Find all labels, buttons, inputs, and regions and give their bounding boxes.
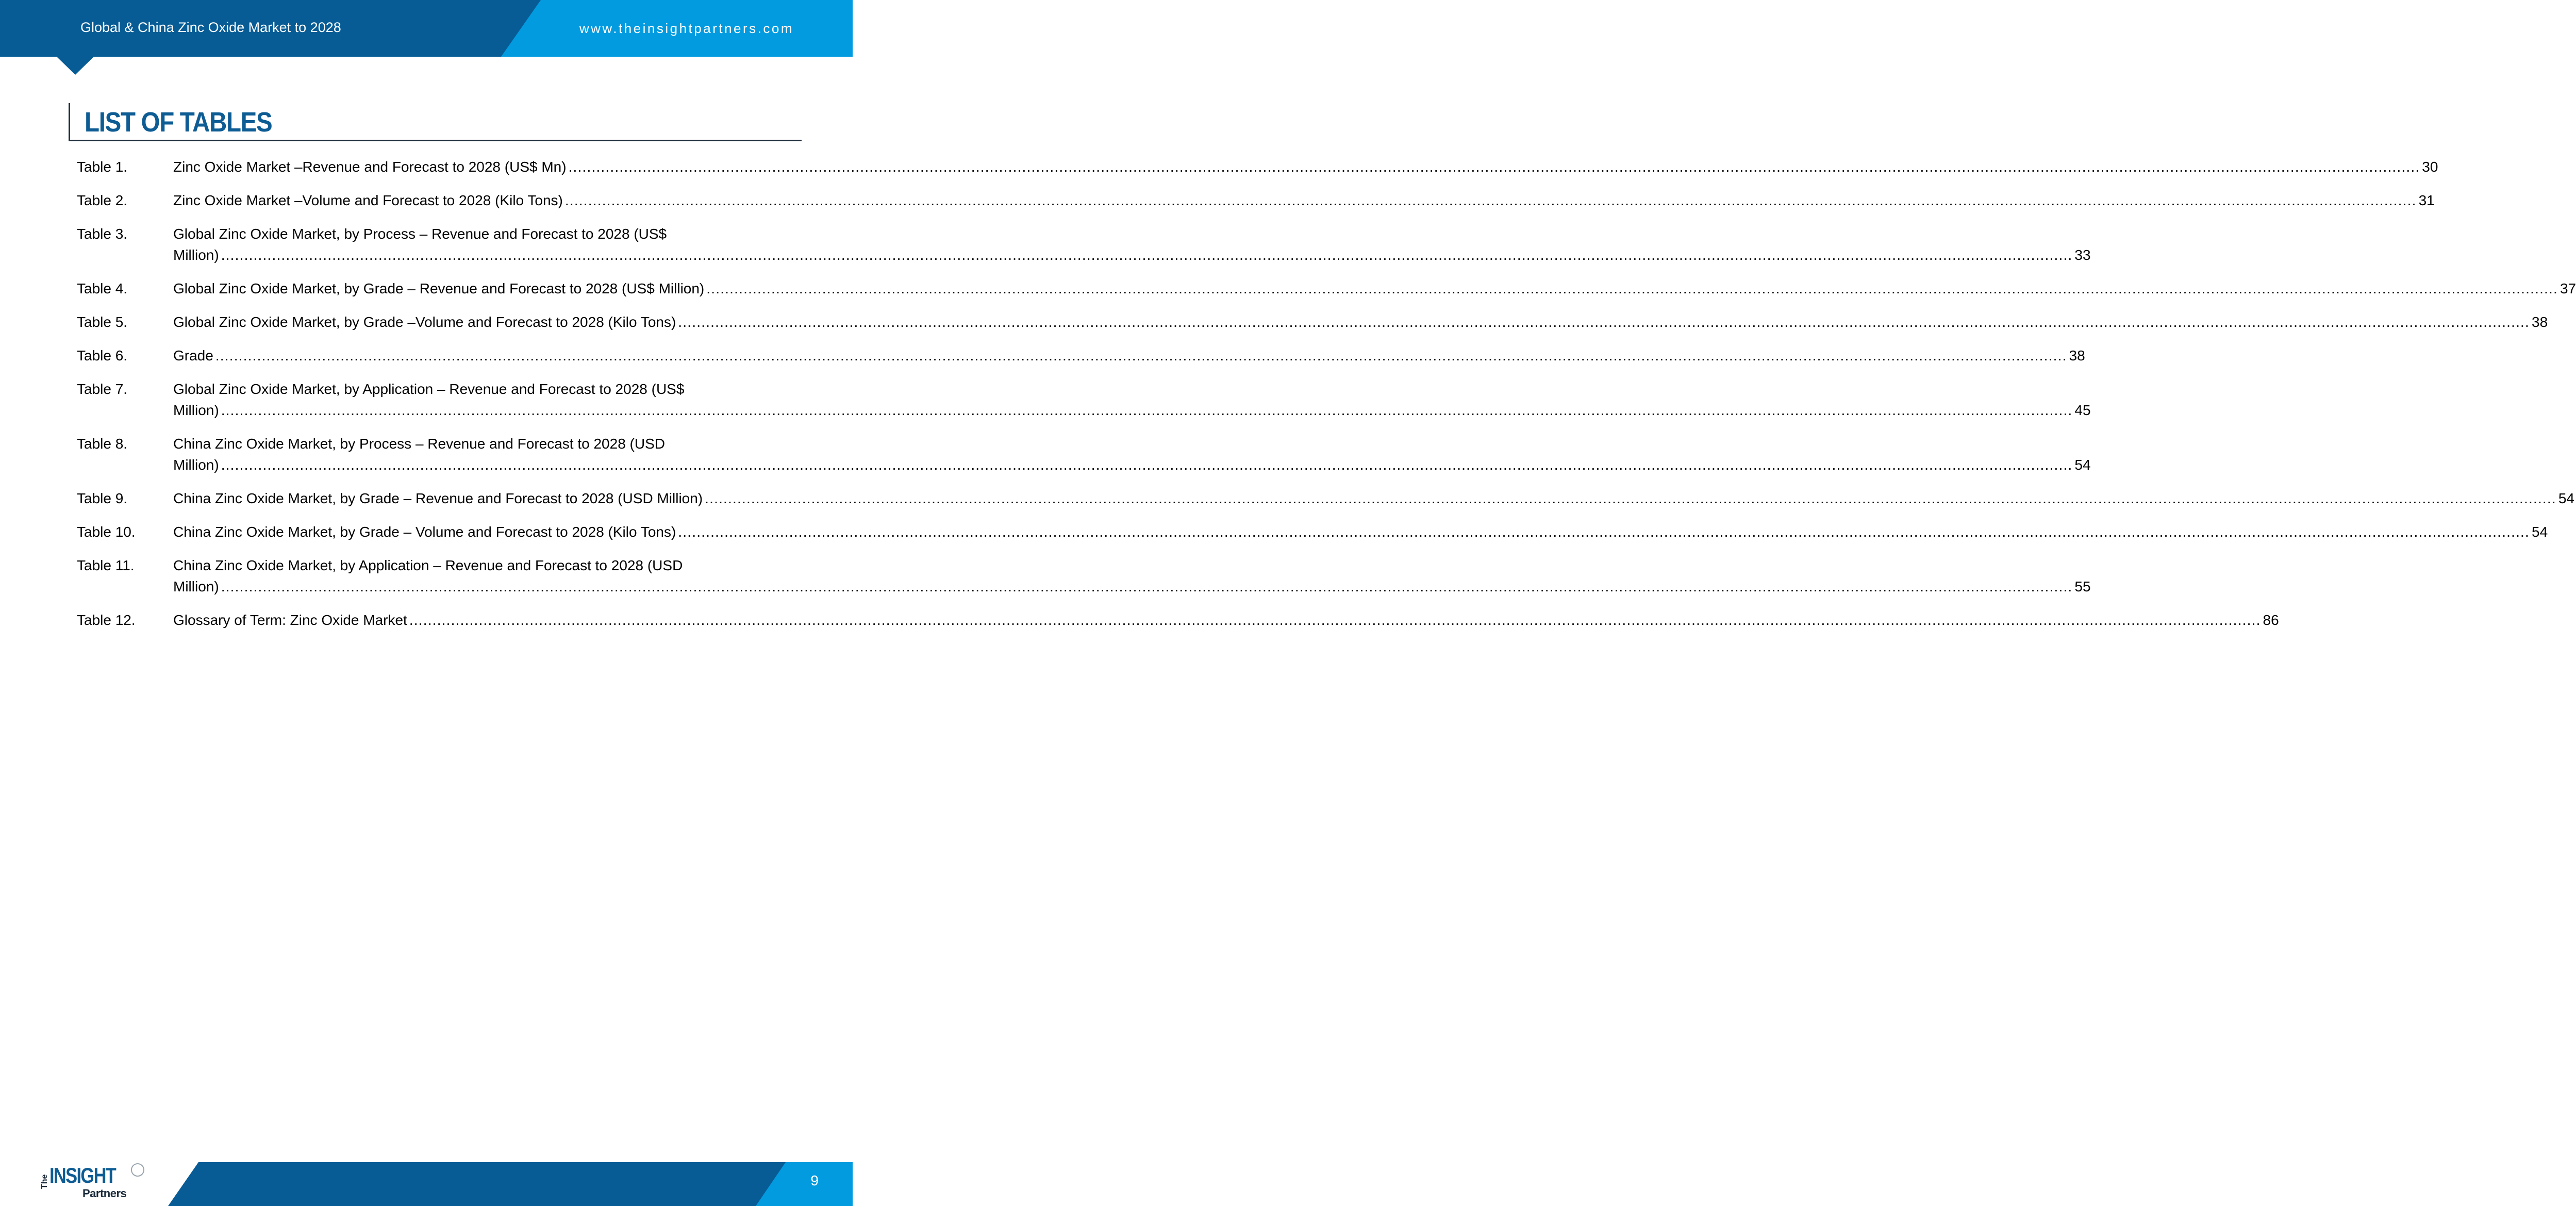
header-banner-shape (0, 0, 853, 75)
table-number: Table 4. (77, 280, 128, 296)
table-number: Table 5. (77, 314, 128, 330)
entry-body (173, 311, 2548, 333)
page-ref: 86 (2263, 612, 2279, 628)
table-number: Table 6. (77, 348, 128, 364)
entry-line (173, 555, 800, 576)
page-number: 9 (810, 1172, 819, 1188)
table-title-text: Global Zinc Oxide Market, by Process – Revenue and Forecast to 2028 (US$ (173, 226, 667, 242)
entry-body (173, 433, 2091, 475)
entry-body (173, 223, 2091, 266)
dot-leader: ................................................................................................................................................................................................................................................................................................................................................................................................................ (568, 159, 2420, 175)
logo-the-text: The (40, 1174, 49, 1189)
page-title: LIST OF TABLES (85, 107, 272, 138)
table-number: Table 7. (77, 381, 128, 397)
table-number: Table 2. (77, 192, 128, 208)
entry-line (173, 400, 2091, 421)
entry-body (173, 609, 2279, 631)
entry-body (173, 190, 2435, 211)
dot-leader: ................................................................................................................................................................................................................................................................................................................................................................................................................ (678, 524, 2530, 540)
entry-line (173, 378, 800, 400)
entry-line (173, 576, 2091, 597)
table-title-text: Million) (173, 402, 219, 418)
entry-line (173, 311, 2548, 333)
website-url[interactable]: www.theinsightpartners.com (579, 21, 794, 36)
table-number: Table 1. (77, 159, 128, 175)
table-title-text: China Zinc Oxide Market, by Grade – Revenue and Forecast to 2028 (USD Million) (173, 490, 703, 506)
page-ref: 33 (2074, 247, 2091, 263)
table-number: Table 9. (77, 490, 128, 506)
table-title-text: Global Zinc Oxide Market, by Application – Revenue and Forecast to 2028 (US$ (173, 381, 685, 397)
page-ref: 54 (2558, 490, 2575, 506)
page-ref: 55 (2074, 579, 2091, 594)
table-number: Table 12. (77, 612, 136, 628)
table-title-text: Glossary of Term: Zinc Oxide Market (173, 612, 407, 628)
dot-leader: ................................................................................................................................................................................................................................................................................................................................................................................................................ (564, 192, 2417, 208)
page-ref: 30 (2422, 159, 2438, 175)
table-title-text: Million) (173, 579, 219, 594)
entry-line (173, 223, 800, 244)
insight-partners-logo (40, 1160, 154, 1202)
entry-body (173, 521, 2548, 542)
page-ref: 38 (2532, 314, 2548, 330)
table-title-text: Million) (173, 457, 219, 473)
entry-line (173, 454, 2091, 475)
dot-leader: ................................................................................................................................................................................................................................................................................................................................................................................................................ (221, 457, 2073, 473)
entry-line (173, 488, 2575, 509)
entry-body (173, 156, 2438, 177)
entry-line (173, 190, 2435, 211)
table-number: Table 3. (77, 226, 128, 242)
table-title-text: Grade (173, 348, 213, 364)
table-title-text: China Zinc Oxide Market, by Process – Revenue and Forecast to 2028 (USD (173, 436, 665, 452)
page-ref: 31 (2418, 192, 2435, 208)
entry-body (173, 555, 2091, 597)
table-title-text: Zinc Oxide Market –Revenue and Forecast to 2028 (US$ Mn) (173, 159, 567, 175)
entry-body (173, 488, 2575, 509)
page-ref: 45 (2074, 402, 2091, 418)
dot-leader: ................................................................................................................................................................................................................................................................................................................................................................................................................ (706, 280, 2558, 296)
entry-line (173, 433, 800, 454)
dot-leader: ................................................................................................................................................................................................................................................................................................................................................................................................................ (705, 490, 2556, 506)
dot-leader: ................................................................................................................................................................................................................................................................................................................................................................................................................ (215, 348, 2067, 364)
table-title-text: China Zinc Oxide Market, by Application – Revenue and Forecast to 2028 (USD (173, 557, 683, 573)
report-title: Global & China Zinc Oxide Market to 2028 (80, 20, 341, 35)
logo-insight-text: INSIGHT (49, 1163, 116, 1187)
page-ref: 38 (2069, 348, 2085, 364)
section-heading-box (69, 103, 802, 141)
table-title-text: Million) (173, 247, 219, 263)
entry-line (173, 156, 2438, 177)
table-number: Table 11. (77, 557, 135, 573)
dot-leader: ................................................................................................................................................................................................................................................................................................................................................................................................................ (221, 402, 2073, 418)
page-ref: 54 (2074, 457, 2091, 473)
entry-body (173, 345, 2085, 366)
dot-leader: ................................................................................................................................................................................................................................................................................................................................................................................................................ (221, 579, 2073, 594)
dot-leader: ................................................................................................................................................................................................................................................................................................................................................................................................................ (221, 247, 2073, 263)
logo-partners-text: Partners (82, 1187, 127, 1200)
page-header (0, 0, 853, 57)
table-title-text: Global Zinc Oxide Market, by Grade –Volume and Forecast to 2028 (Kilo Tons) (173, 314, 676, 330)
entry-line (173, 345, 2085, 366)
table-number: Table 10. (77, 524, 136, 540)
table-number: Table 8. (77, 436, 128, 452)
table-title-text: Zinc Oxide Market –Volume and Forecast to 2028 (Kilo Tons) (173, 192, 563, 208)
table-title-text: China Zinc Oxide Market, by Grade – Volume and Forecast to 2028 (Kilo Tons) (173, 524, 676, 540)
entry-line (173, 244, 2091, 266)
dot-leader: ................................................................................................................................................................................................................................................................................................................................................................................................................ (409, 612, 2261, 628)
logo-ring-icon (130, 1162, 145, 1178)
entry-line (173, 521, 2548, 542)
page-ref: 54 (2532, 524, 2548, 540)
table-title-text: Global Zinc Oxide Market, by Grade – Revenue and Forecast to 2028 (US$ Million) (173, 280, 705, 296)
entry-line (173, 609, 2279, 631)
entry-line (173, 278, 2576, 299)
page-ref: 37 (2560, 280, 2576, 296)
entry-body (173, 278, 2576, 299)
dot-leader: ................................................................................................................................................................................................................................................................................................................................................................................................................ (678, 314, 2530, 330)
entry-body (173, 378, 2091, 421)
